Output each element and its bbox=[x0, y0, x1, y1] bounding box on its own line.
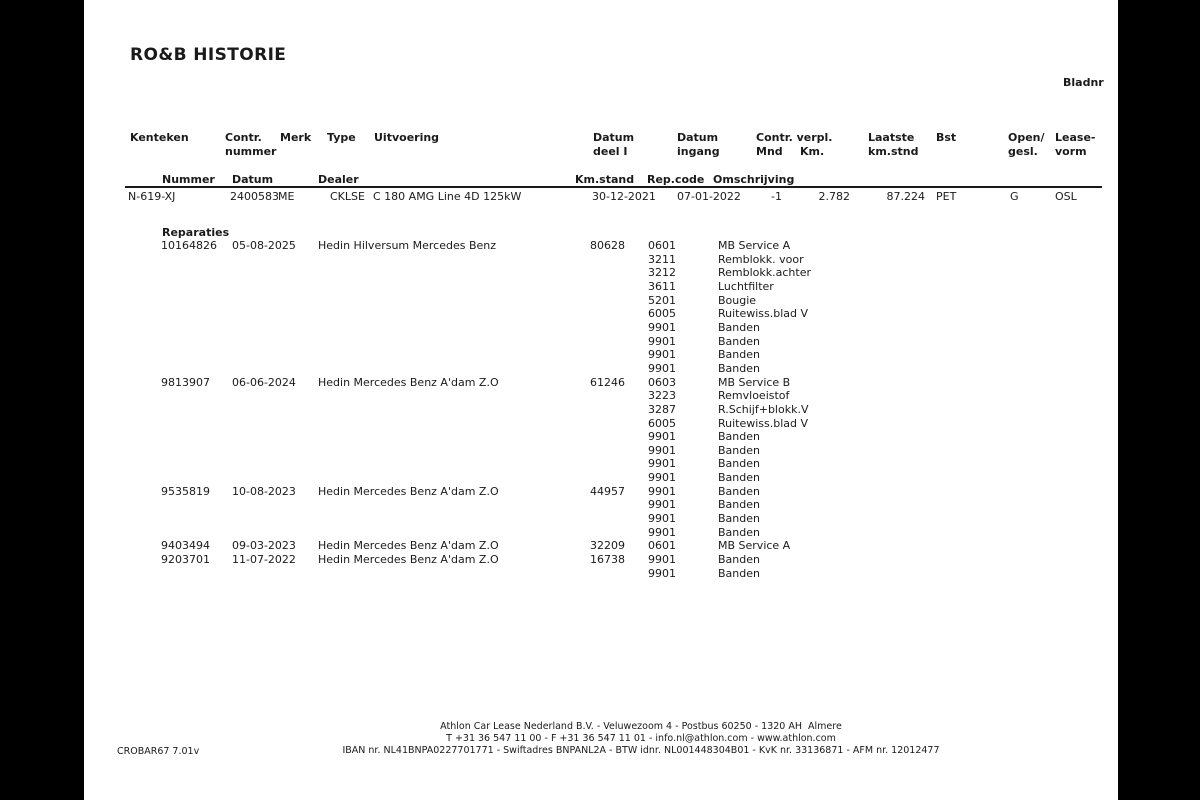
repair-row bbox=[84, 540, 1118, 553]
col-header-km-stnd: km.stnd bbox=[868, 145, 919, 158]
repair-nummer: 9403494 bbox=[161, 539, 210, 553]
rep-code: 0601 bbox=[648, 539, 676, 553]
col-header-km: Km. bbox=[800, 145, 825, 158]
rep-code: 9901 bbox=[648, 430, 676, 444]
repair-dealer: Hedin Mercedes Benz A'dam Z.O bbox=[318, 539, 499, 553]
col-header-contr: Contr. bbox=[225, 131, 262, 144]
repair-subline bbox=[84, 499, 1118, 512]
rep-code: 6005 bbox=[648, 416, 676, 430]
rep-omschrijving: MB Service B bbox=[718, 375, 791, 389]
repair-subline bbox=[84, 295, 1118, 308]
contract-km: 2.782 bbox=[818, 190, 850, 203]
repair-datum: 11-07-2022 bbox=[232, 553, 296, 566]
repair-km-stand: 16738 bbox=[590, 553, 625, 566]
rep-code: 3211 bbox=[648, 252, 676, 266]
footer-contact-line: T +31 36 547 11 00 - F +31 36 547 11 01 - info.nl@athlon.com - www.athlon.com bbox=[446, 733, 836, 744]
footer-block bbox=[141, 721, 1141, 757]
page-title: RO&B HISTORIE bbox=[130, 45, 287, 65]
rep-omschrijving: Banden bbox=[718, 498, 760, 512]
col-header-bst: Bst bbox=[936, 131, 957, 144]
contract-kenteken: N-619-XJ bbox=[128, 190, 176, 203]
repair-subline bbox=[84, 513, 1118, 526]
rep-code: 9901 bbox=[648, 334, 676, 348]
repair-subline bbox=[84, 418, 1118, 431]
contract-bst: PET bbox=[936, 190, 957, 203]
rep-code: 9901 bbox=[648, 348, 676, 362]
col-header-uitvoering: Uitvoering bbox=[374, 131, 440, 144]
repair-subline bbox=[84, 390, 1118, 403]
rep-omschrijving: Ruitewiss.blad V bbox=[718, 307, 809, 321]
rep-code: 9901 bbox=[648, 443, 676, 457]
contract-data-row bbox=[84, 191, 1118, 203]
header-divider-line bbox=[125, 186, 1102, 188]
rep-code: 3223 bbox=[648, 389, 676, 403]
contract-laatste: 87.224 bbox=[886, 190, 925, 203]
rep-code: 9901 bbox=[648, 320, 676, 334]
rep-code: 9901 bbox=[648, 498, 676, 512]
repair-dealer: Hedin Mercedes Benz A'dam Z.O bbox=[318, 553, 499, 566]
repair-datum: 10-08-2023 bbox=[232, 484, 296, 498]
rep-code: 9901 bbox=[648, 457, 676, 471]
rep-code: 9901 bbox=[648, 484, 676, 498]
rep-omschrijving: Banden bbox=[718, 525, 760, 539]
rep-code: 9901 bbox=[648, 553, 676, 566]
rep-omschrijving: Remvloeistof bbox=[718, 389, 790, 403]
rep-omschrijving: Ruitewiss.blad V bbox=[718, 416, 809, 430]
repair-nummer: 9813907 bbox=[161, 375, 210, 389]
repair-km-stand: 44957 bbox=[590, 484, 625, 498]
repair-subline bbox=[84, 267, 1118, 280]
program-version-label: CROBAR67 7.01v bbox=[117, 746, 200, 757]
rep-omschrijving: Banden bbox=[718, 566, 760, 580]
repair-subline bbox=[84, 363, 1118, 376]
contract-datum-deel1: 30-12-2021 bbox=[592, 190, 656, 203]
repair-km-stand: 80628 bbox=[590, 239, 625, 252]
contract-datum-ingang: 07-01-2022 bbox=[677, 190, 741, 203]
repair-dealer: Hedin Hilversum Mercedes Benz bbox=[318, 239, 497, 252]
rep-omschrijving: Banden bbox=[718, 334, 760, 348]
bladnr-label: Bladnr bbox=[1063, 76, 1104, 89]
repair-datum: 09-03-2023 bbox=[232, 539, 296, 553]
rep-code: 9901 bbox=[648, 525, 676, 539]
col-header-dealer: Dealer bbox=[318, 173, 359, 186]
rep-omschrijving: Remblokk.achter bbox=[718, 266, 812, 280]
footer-address-line: Athlon Car Lease Nederland B.V. - Veluwezoom 4 - Postbus 60250 - 1320 AH Almere bbox=[440, 721, 842, 732]
rep-code: 9901 bbox=[648, 512, 676, 525]
repair-subline bbox=[84, 458, 1118, 471]
repair-subline bbox=[84, 568, 1118, 581]
repair-subline bbox=[84, 322, 1118, 335]
reparaties-section-label: Reparaties bbox=[162, 226, 230, 239]
col-header-laatste: Laatste bbox=[868, 131, 915, 144]
repair-subline bbox=[84, 254, 1118, 267]
repair-km-stand: 61246 bbox=[590, 375, 625, 389]
col-header-datum-ingang: Datum bbox=[677, 131, 719, 144]
repair-row bbox=[84, 554, 1118, 567]
col-header-omschrijving: Omschrijving bbox=[713, 173, 795, 186]
rep-code: 6005 bbox=[648, 307, 676, 321]
rep-code: 9901 bbox=[648, 566, 676, 580]
col-header-open: Open/ bbox=[1008, 131, 1045, 144]
repair-dealer: Hedin Mercedes Benz A'dam Z.O bbox=[318, 484, 499, 498]
document-page bbox=[84, 0, 1118, 800]
col-header-gesl: gesl. bbox=[1008, 145, 1038, 158]
col-header-contr-verpl: Contr. verpl. bbox=[756, 131, 833, 144]
repair-datum: 06-06-2024 bbox=[232, 375, 296, 389]
rep-omschrijving: Banden bbox=[718, 430, 760, 444]
col-header-merk: Merk bbox=[280, 131, 312, 144]
repair-subline bbox=[84, 281, 1118, 294]
footer-registration-line: IBAN nr. NL41BNPA0227701771 - Swiftadres BNPANL2A - BTW idnr. NL001448304B01 - KvK nr. 33136871 - AFM nr. 12012477 bbox=[342, 745, 940, 756]
col-header-km-stand: Km.stand bbox=[575, 173, 635, 186]
rep-omschrijving: Banden bbox=[718, 484, 760, 498]
repair-subline bbox=[84, 445, 1118, 458]
col-header-mnd: Mnd bbox=[756, 145, 783, 158]
repair-subline bbox=[84, 431, 1118, 444]
col-header-rep-nummer: Nummer bbox=[162, 173, 215, 186]
rep-code: 3287 bbox=[648, 402, 676, 416]
rep-omschrijving: Banden bbox=[718, 457, 760, 471]
repair-subline bbox=[84, 472, 1118, 485]
repair-row bbox=[84, 486, 1118, 499]
repair-row bbox=[84, 377, 1118, 390]
col-header-vorm: vorm bbox=[1055, 145, 1087, 158]
rep-omschrijving: Banden bbox=[718, 553, 760, 566]
col-header-nummer: nummer bbox=[225, 145, 277, 158]
col-header-rep-datum: Datum bbox=[232, 173, 274, 186]
contract-header-row bbox=[84, 132, 1118, 160]
repair-subline bbox=[84, 308, 1118, 321]
rep-code: 5201 bbox=[648, 293, 676, 307]
col-header-kenteken: Kenteken bbox=[130, 131, 189, 144]
rep-omschrijving: MB Service A bbox=[718, 239, 791, 252]
repair-header-row bbox=[84, 174, 1118, 186]
rep-omschrijving: Banden bbox=[718, 471, 760, 485]
col-header-datum-deel1: Datum bbox=[593, 131, 635, 144]
repair-nummer: 9535819 bbox=[161, 484, 210, 498]
contract-merk: ME bbox=[278, 190, 295, 203]
repair-subline bbox=[84, 349, 1118, 362]
contract-nummer: 2400583 bbox=[230, 190, 279, 203]
rep-code: 9901 bbox=[648, 361, 676, 375]
rep-omschrijving: MB Service A bbox=[718, 539, 791, 553]
rep-omschrijving: Remblokk. voor bbox=[718, 252, 804, 266]
contract-open-gesl: G bbox=[1010, 190, 1019, 203]
repair-km-stand: 32209 bbox=[590, 539, 625, 553]
rep-code: 3212 bbox=[648, 266, 676, 280]
contract-mnd: -1 bbox=[771, 190, 782, 203]
rep-code: 9901 bbox=[648, 471, 676, 485]
col-header-lease: Lease- bbox=[1055, 131, 1096, 144]
contract-lease-vorm: OSL bbox=[1055, 190, 1077, 203]
rep-omschrijving: Banden bbox=[718, 443, 760, 457]
contract-type: CKLSE bbox=[330, 190, 365, 203]
repair-dealer: Hedin Mercedes Benz A'dam Z.O bbox=[318, 375, 499, 389]
rep-omschrijving: Luchtfilter bbox=[718, 280, 774, 293]
repair-subline bbox=[84, 527, 1118, 540]
repair-nummer: 10164826 bbox=[161, 239, 217, 252]
col-header-rep-code: Rep.code bbox=[647, 173, 705, 186]
rep-code: 0603 bbox=[648, 375, 676, 389]
col-header-type: Type bbox=[327, 131, 356, 144]
repair-datum: 05-08-2025 bbox=[232, 239, 296, 252]
rep-code: 3611 bbox=[648, 280, 676, 293]
contract-uitvoering: C 180 AMG Line 4D 125kW bbox=[373, 190, 522, 203]
rep-omschrijving: Banden bbox=[718, 512, 760, 525]
repair-subline bbox=[84, 404, 1118, 417]
rep-omschrijving: Banden bbox=[718, 320, 760, 334]
repair-row bbox=[84, 240, 1118, 253]
col-header-ingang: ingang bbox=[677, 145, 720, 158]
rep-code: 0601 bbox=[648, 239, 676, 252]
rep-omschrijving: Bougie bbox=[718, 293, 757, 307]
rep-omschrijving: R.Schijf+blokk.V bbox=[718, 402, 809, 416]
repair-nummer: 9203701 bbox=[161, 553, 210, 566]
col-header-deel1: deel I bbox=[593, 145, 628, 158]
rep-omschrijving: Banden bbox=[718, 361, 760, 375]
repair-subline bbox=[84, 336, 1118, 349]
rep-omschrijving: Banden bbox=[718, 348, 760, 362]
